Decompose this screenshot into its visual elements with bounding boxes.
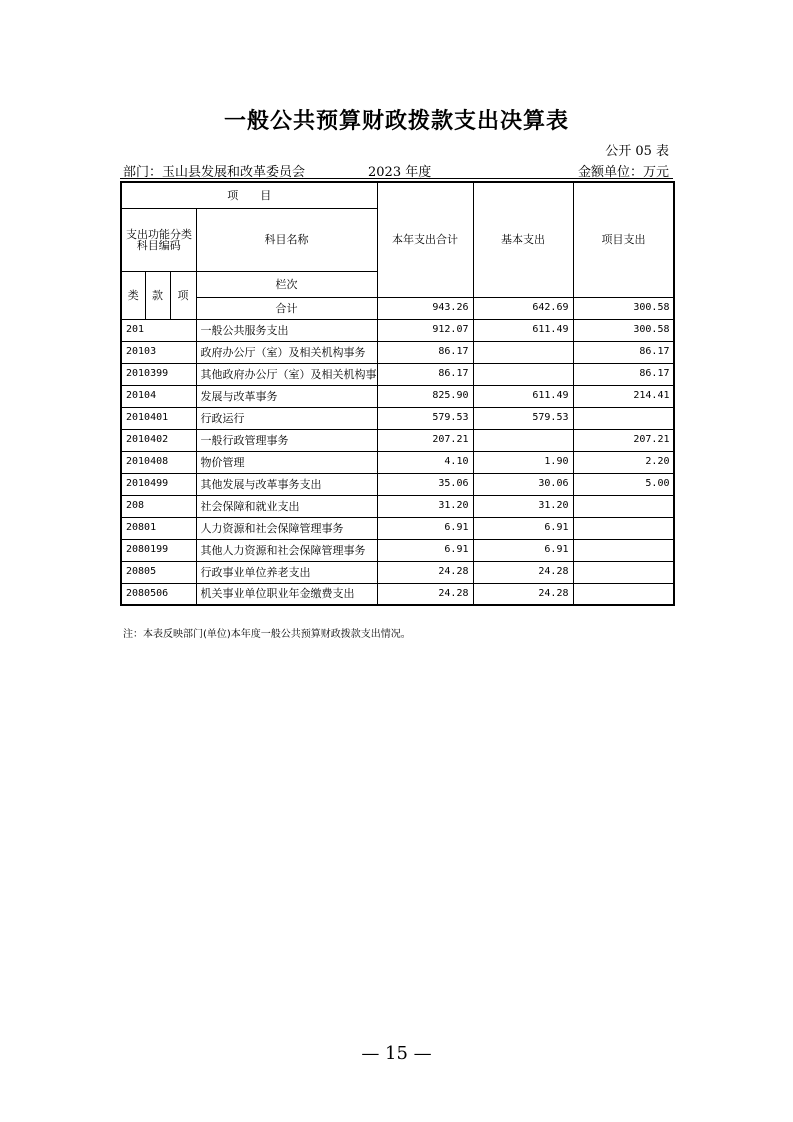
row-total: 24.28 [377,583,473,605]
row-basic: 24.28 [473,561,573,583]
header-subject-name: 科目名称 [196,208,377,271]
row-project [573,407,674,429]
row-code: 2010401 [121,407,196,429]
row-project [573,495,674,517]
row-code: 2080199 [121,539,196,561]
row-code: 201 [121,319,196,341]
row-total: 207.21 [377,429,473,451]
row-total: 31.20 [377,495,473,517]
table-row [121,473,674,495]
form-number: 公开 05 表 [605,144,669,159]
row-project: 300.58 [573,319,674,341]
header-func-code-line2: 科目编码 [136,238,181,252]
row-project [573,561,674,583]
header-lei: 类 [121,271,145,319]
row-code: 2010499 [121,473,196,495]
table-row [121,517,674,539]
row-project: 207.21 [573,429,674,451]
row-total: 86.17 [377,363,473,385]
table-row [121,407,674,429]
total-row [121,297,674,319]
total-label: 合计 [196,297,377,319]
table-row [121,451,674,473]
amount-unit: 金额单位：万元 [577,165,669,180]
row-basic: 24.28 [473,583,573,605]
total-basic: 642.69 [473,297,573,319]
row-total: 912.07 [377,319,473,341]
row-name: 行政事业单位养老支出 [196,561,377,583]
row-total: 35.06 [377,473,473,495]
table-row [121,341,674,363]
row-name: 物价管理 [196,451,377,473]
row-code: 20805 [121,561,196,583]
table-row [121,429,674,451]
row-basic: 31.20 [473,495,573,517]
row-name: 行政运行 [196,407,377,429]
row-name: 其他政府办公厅（室）及相关机构事 [196,363,377,385]
row-basic [473,363,573,385]
row-basic [473,341,573,363]
row-total: 6.91 [377,539,473,561]
row-code: 20104 [121,385,196,407]
row-basic [473,429,573,451]
row-project: 86.17 [573,341,674,363]
table-row [121,583,674,605]
row-basic: 30.06 [473,473,573,495]
table-row [121,319,674,341]
row-name: 其他发展与改革事务支出 [196,473,377,495]
row-total: 4.10 [377,451,473,473]
header-col-basic: 基本支出 [473,182,573,297]
header-func-code-line1: 支出功能分类 [126,227,192,241]
table-note: 注：本表反映部门(单位)本年度一般公共预算财政拨款支出情况。 [123,629,411,640]
row-project [573,583,674,605]
row-total: 24.28 [377,561,473,583]
row-total: 86.17 [377,341,473,363]
total-amount: 943.26 [377,297,473,319]
table-row [121,539,674,561]
row-basic: 6.91 [473,517,573,539]
row-total: 6.91 [377,517,473,539]
header-item: 项 目 [121,182,377,208]
table-row [121,495,674,517]
row-basic: 1.90 [473,451,573,473]
header-kuan: 款 [145,271,170,319]
row-project: 86.17 [573,363,674,385]
row-code: 2010399 [121,363,196,385]
fiscal-year: 2023 年度 [368,165,432,180]
row-code: 208 [121,495,196,517]
header-rule [120,178,673,179]
row-basic: 579.53 [473,407,573,429]
row-basic: 6.91 [473,539,573,561]
row-code: 20801 [121,517,196,539]
row-code: 2080506 [121,583,196,605]
row-total: 825.90 [377,385,473,407]
expenditure-table [120,181,675,606]
row-project: 2.20 [573,451,674,473]
header-col-project: 项目支出 [573,182,674,297]
row-name: 人力资源和社会保障管理事务 [196,517,377,539]
row-project [573,539,674,561]
row-total: 579.53 [377,407,473,429]
row-project [573,517,674,539]
row-code: 2010402 [121,429,196,451]
table-row [121,363,674,385]
row-basic: 611.49 [473,385,573,407]
department-label: 部门：玉山县发展和改革委员会 [123,165,306,180]
header-lanci: 栏次 [196,271,377,297]
header-col-total: 本年支出合计 [377,182,473,297]
row-code: 20103 [121,341,196,363]
row-name: 机关事业单位职业年金缴费支出 [196,583,377,605]
row-name: 一般公共服务支出 [196,319,377,341]
header-func-code [121,208,196,271]
row-name: 一般行政管理事务 [196,429,377,451]
row-name: 社会保障和就业支出 [196,495,377,517]
header-xiang: 项 [170,271,196,319]
table-row [121,385,674,407]
row-project: 5.00 [573,473,674,495]
table-row [121,561,674,583]
row-name: 发展与改革事务 [196,385,377,407]
row-name: 政府办公厅（室）及相关机构事务 [196,341,377,363]
page-number: — 15 — [361,1043,432,1064]
page-title: 一般公共预算财政拨款支出决算表 [223,109,569,134]
row-basic: 611.49 [473,319,573,341]
row-code: 2010408 [121,451,196,473]
header-row-item [121,182,674,208]
total-project: 300.58 [573,297,674,319]
row-name: 其他人力资源和社会保障管理事务 [196,539,377,561]
row-project: 214.41 [573,385,674,407]
